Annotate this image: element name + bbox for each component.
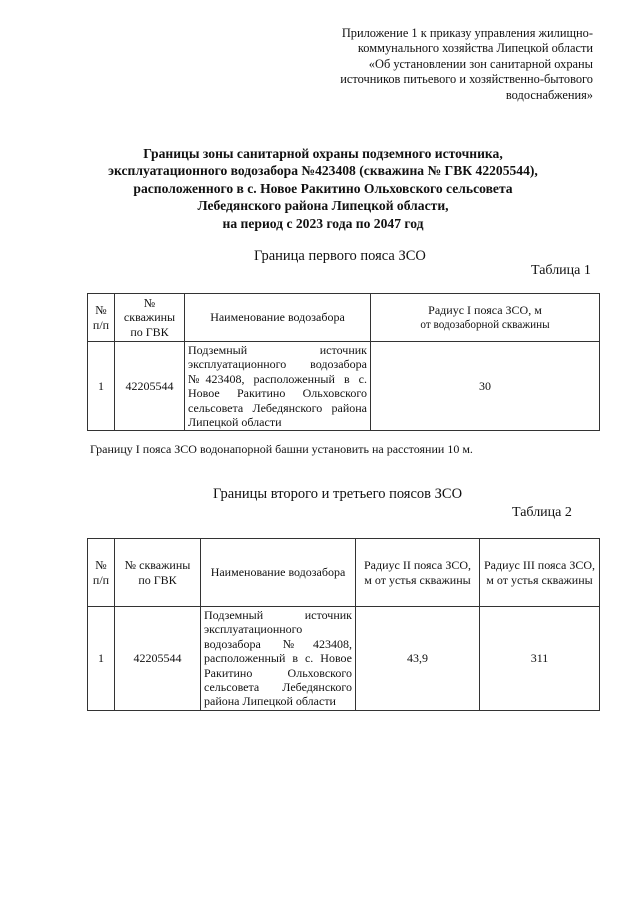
cell-radius3: 311 xyxy=(480,607,600,711)
cell-num: 1 xyxy=(88,342,115,431)
cell-num: 1 xyxy=(88,607,115,711)
header-radius3: Радиус III пояса ЗСО, м от устья скважины xyxy=(480,539,600,607)
header-well: № скважины по ГВК xyxy=(115,294,185,342)
annex-line: Приложение 1 к приказу управления жилищно- xyxy=(341,26,593,40)
header-name: Наименование водозабора xyxy=(201,539,356,607)
header-well: № скважины по ГВК xyxy=(115,539,201,607)
title-line: Лебедянского района Липецкой области, xyxy=(197,198,449,214)
table-row xyxy=(88,607,600,711)
header-radius xyxy=(371,294,600,342)
table-row xyxy=(88,342,600,431)
annex-line: «Об установлении зон санитарной охраны xyxy=(368,56,593,71)
table1-header-row xyxy=(88,294,600,342)
cell-well: 42205544 xyxy=(115,342,185,431)
header-radius-main: Радиус I пояса ЗСО, м xyxy=(428,303,542,318)
zone1-note: Границу I пояса ЗСО водонапорной башни установить на расстоянии 10 м. xyxy=(90,442,473,456)
annex-line: коммунального хозяйства Липецкой области xyxy=(357,41,593,56)
cell-name: Подземный источник эксплуатационного водозабора №423408, расположенный в с. Новое Ракитино Ольховского сельсовета Лебедянского района Липецкой области xyxy=(201,607,356,711)
header-num: № п/п xyxy=(88,294,115,342)
section1-heading: Граница первого пояса ЗСО xyxy=(254,248,426,264)
table1 xyxy=(87,293,600,431)
title-line: на период с 2023 года по 2047 год xyxy=(222,215,424,231)
table1-label: Таблица 1 xyxy=(531,263,591,278)
title-line: расположенного в с. Новое Ракитино Ольховского сельсовета xyxy=(133,180,513,196)
header-radius2: Радиус II пояса ЗСО, м от устья скважины xyxy=(356,539,480,607)
document-title xyxy=(40,145,606,232)
table2-label: Таблица 2 xyxy=(512,505,572,520)
table2 xyxy=(87,538,600,711)
table2-header-row xyxy=(88,539,600,607)
header-radius-sub: от водозаборной скважины xyxy=(420,318,550,331)
cell-name: Подземный источник эксплуатационного водозабора №423408, расположенный в с. Новое Ракитино Ольховского сельсовета Лебедянского района Липецкой области xyxy=(185,342,371,431)
annex-line: источников питьевого и хозяйственно-бытового xyxy=(340,72,593,87)
title-line: эксплуатационного водозабора №423408 (скважина № ГВК 42205544), xyxy=(108,163,538,179)
annex-header xyxy=(303,26,593,103)
header-name: Наименование водозабора xyxy=(185,294,371,342)
cell-radius: 30 xyxy=(371,342,600,431)
title-line: Границы зоны санитарной охраны подземного источника, xyxy=(143,146,503,161)
annex-line: водоснабжения» xyxy=(505,87,593,102)
cell-well: 42205544 xyxy=(115,607,201,711)
header-num: № п/п xyxy=(88,539,115,607)
cell-radius2: 43,9 xyxy=(356,607,480,711)
section2-heading: Границы второго и третьего поясов ЗСО xyxy=(213,486,463,502)
